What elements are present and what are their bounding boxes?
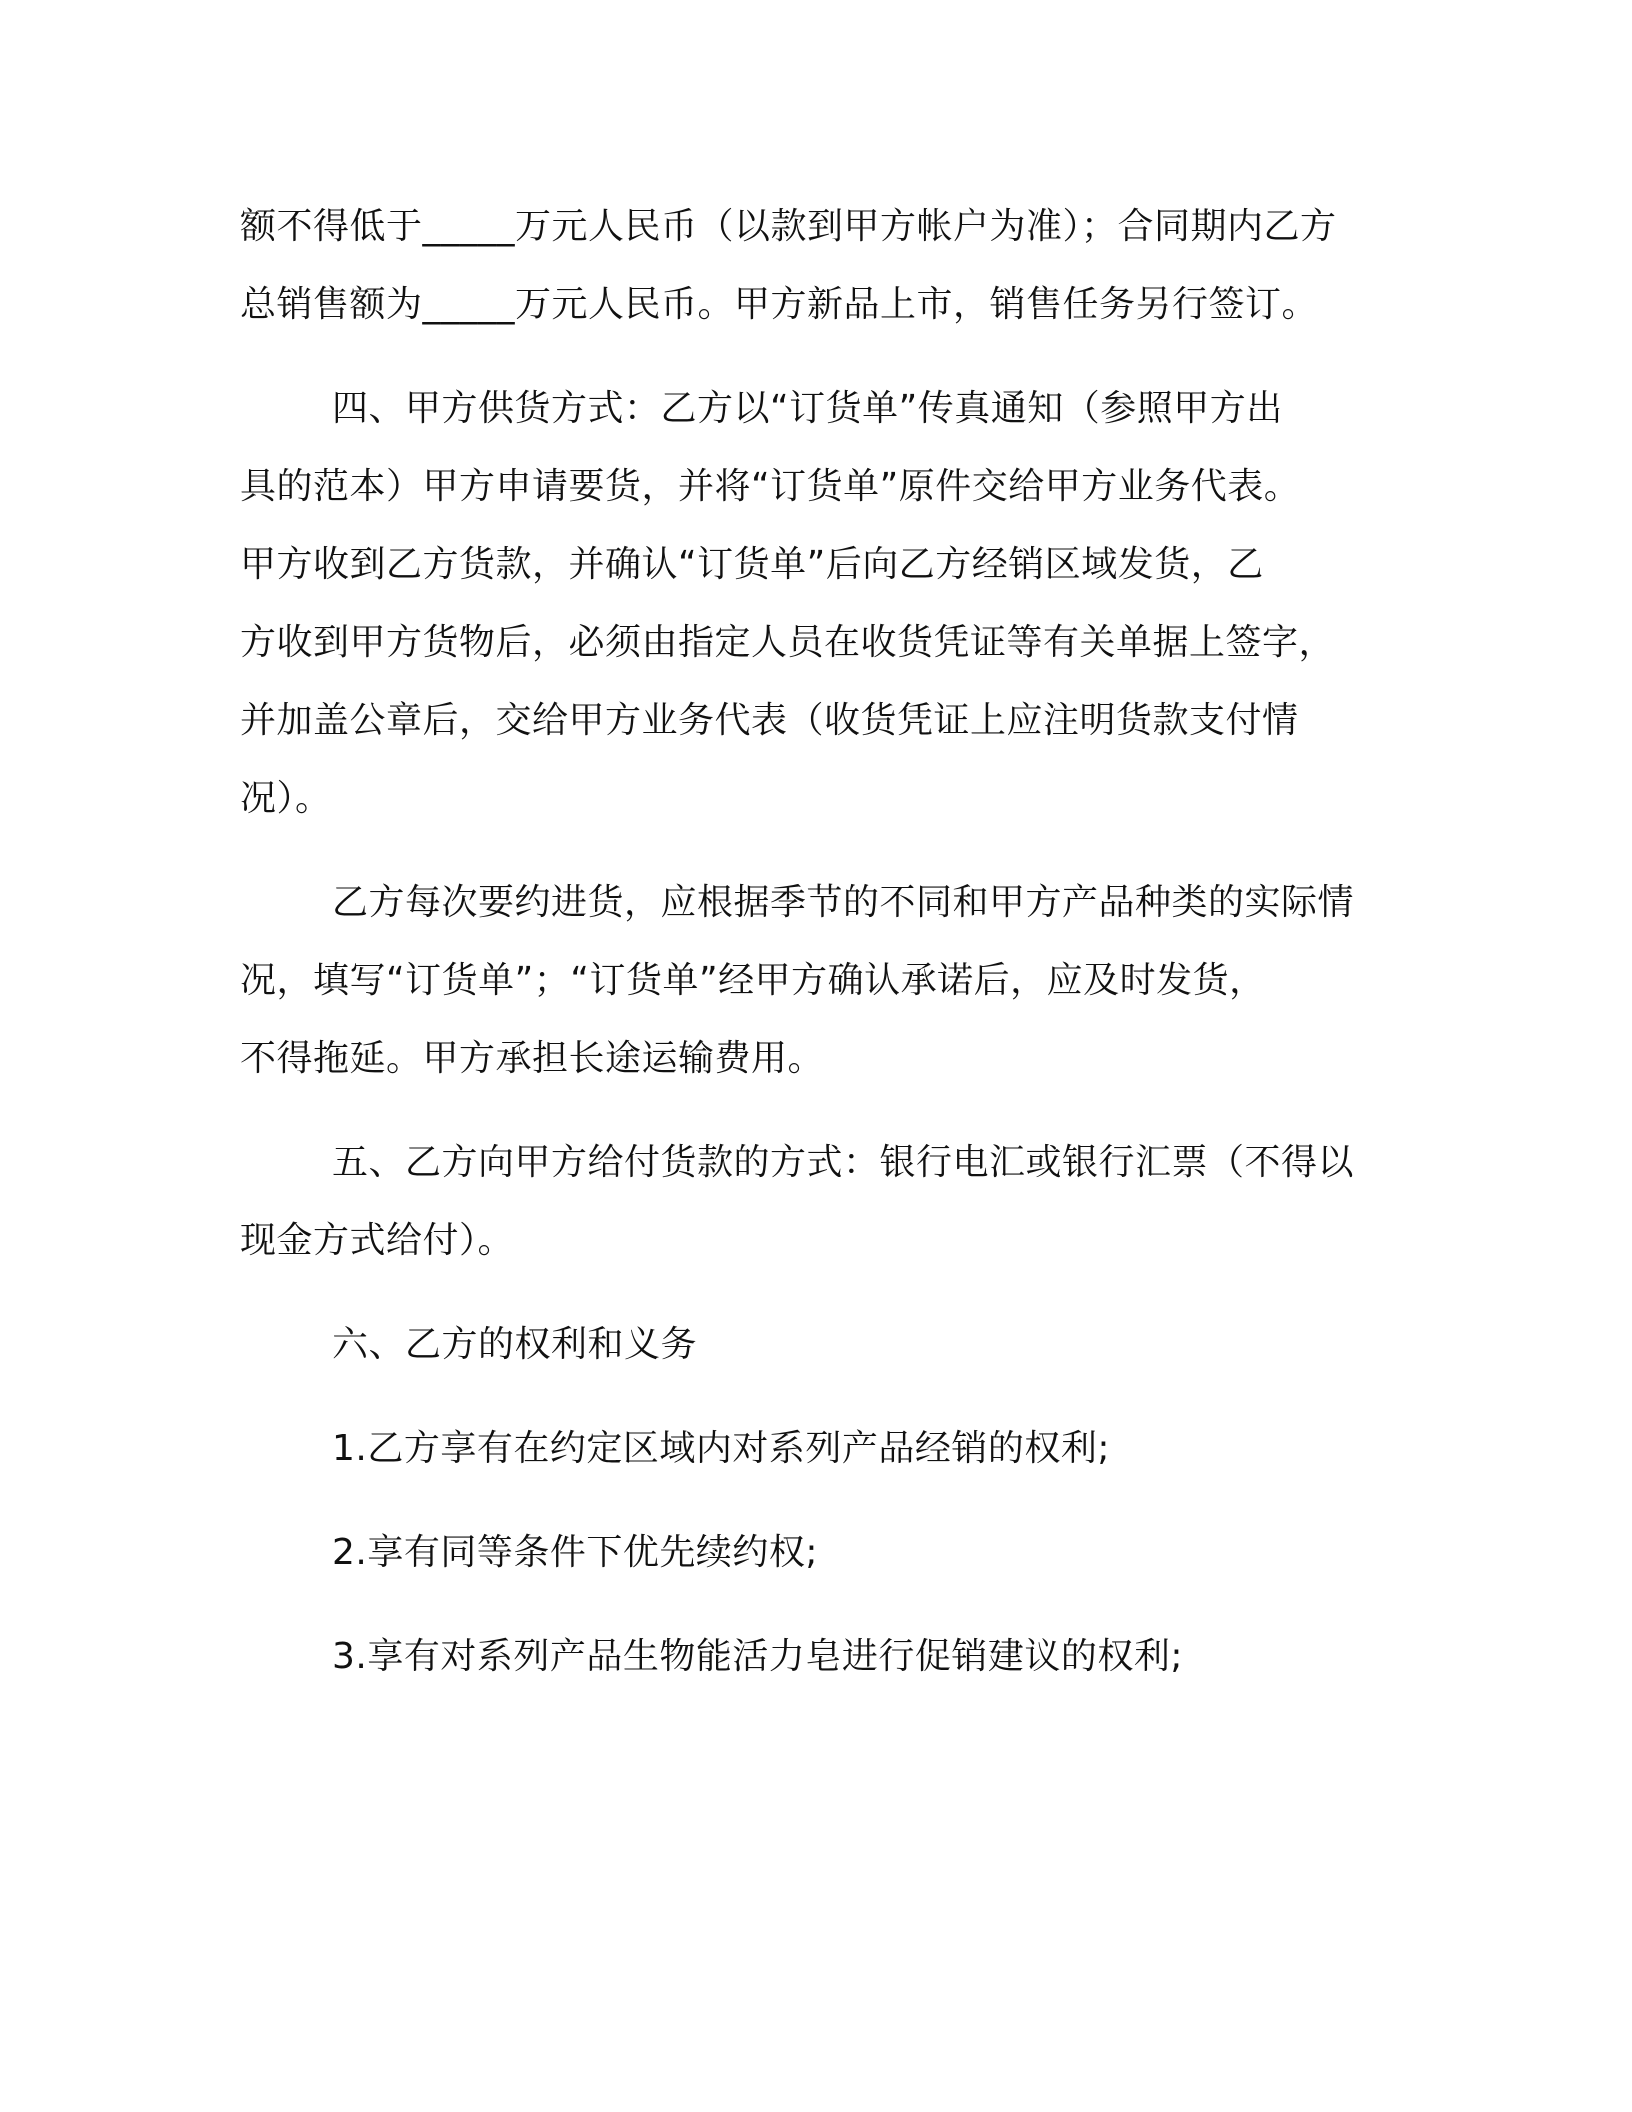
text-line: 额不得低于_____万元人民币（以款到甲方帐户为准）；合同期内乙方 — [240, 206, 1337, 247]
list-item-right-1 — [240, 1410, 1390, 1488]
list-item-right-3 — [240, 1618, 1390, 1696]
paragraph-supply-method — [240, 370, 1390, 838]
paragraph-sales-target — [240, 188, 1390, 344]
text-line: 六、乙方的权利和义务 — [332, 1324, 698, 1365]
section-heading-rights-obligations — [240, 1306, 1390, 1384]
text-line: 四、甲方供货方式：乙方以“订货单”传真通知（参照甲方出 — [332, 388, 1283, 429]
text-line: 况）。 — [240, 778, 332, 819]
text-line: 并加盖公章后，交给甲方业务代表（收货凭证上应注明货款支付情 — [240, 700, 1299, 741]
text-line: 甲方收到乙方货款，并确认“订货单”后向乙方经销区域发货，乙 — [240, 544, 1264, 585]
list-item-right-2 — [240, 1514, 1390, 1592]
text-line: 现金方式给付）。 — [240, 1220, 515, 1261]
text-line: 2.享有同等条件下优先续约权; — [332, 1532, 818, 1573]
document-body — [240, 188, 1390, 1696]
text-line: 不得拖延。甲方承担长途运输费用。 — [240, 1038, 825, 1079]
text-line: 具的范本）甲方申请要货，并将“订货单”原件交给甲方业务代表。 — [240, 466, 1301, 507]
text-line: 况，填写“订货单”；“订货单”经甲方确认承诺后，应及时发货， — [240, 960, 1266, 1001]
paragraph-payment-method — [240, 1124, 1390, 1280]
text-line: 1.乙方享有在约定区域内对系列产品经销的权利; — [332, 1428, 1110, 1469]
paragraph-ordering — [240, 864, 1390, 1098]
text-line: 乙方每次要约进货，应根据季节的不同和甲方产品种类的实际情 — [332, 882, 1355, 923]
text-line: 总销售额为_____万元人民币。甲方新品上市，销售任务另行签订。 — [240, 284, 1319, 325]
text-line: 五、乙方向甲方给付货款的方式：银行电汇或银行汇票（不得以 — [332, 1142, 1355, 1183]
text-line: 3.享有对系列产品生物能活力皂进行促销建议的权利; — [332, 1636, 1183, 1677]
text-line: 方收到甲方货物后，必须由指定人员在收货凭证等有关单据上签字， — [240, 622, 1336, 663]
